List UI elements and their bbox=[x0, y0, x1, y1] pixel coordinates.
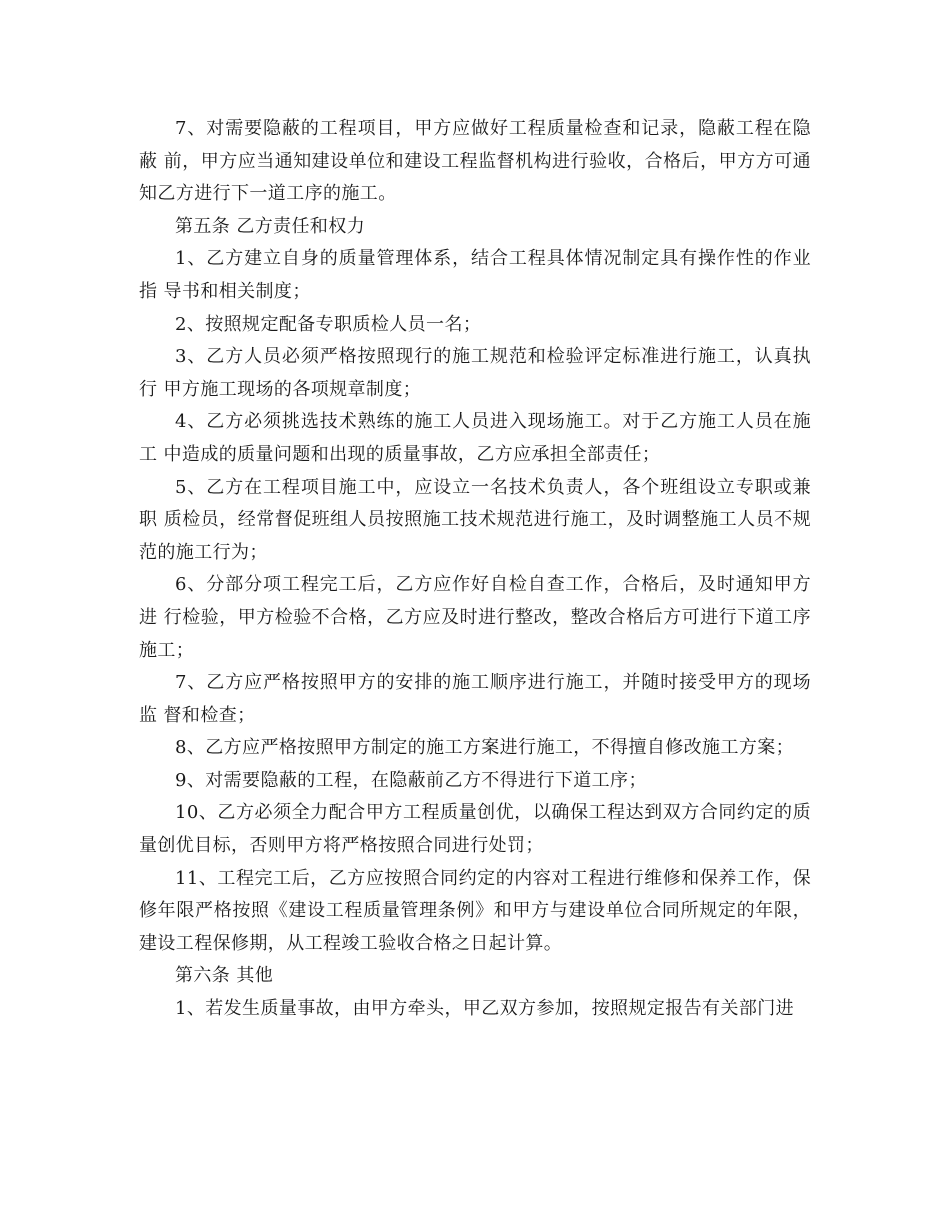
paragraph-1: 7、对需要隐蔽的工程项目，甲方应做好工程质量检查和记录，隐蔽工程在隐蔽 前，甲方应当通知建设单位和建设工程监督机构进行验收，合格后，甲方方可通知乙方进行下一道工序的施工。 bbox=[139, 118, 811, 205]
paragraph-13: 1、若发生质量事故，由甲方牵头，甲乙双方参加，按照规定报告有关部门进 bbox=[175, 998, 795, 1020]
paragraph-2: 1、乙方建立自身的质量管理体系，结合工程具体情况制定具有操作性的作业指 导书和相关制度； bbox=[139, 248, 811, 302]
paragraph-3: 2、按照规定配备专职质检人员一名； bbox=[175, 313, 482, 335]
paragraph-6: 5、乙方在工程项目施工中，应设立一名技术负责人，各个班组设立专职或兼职 质检员，经常督促班组人员按照施工技术规范进行施工，及时调整施工人员不规范的施工行为； bbox=[139, 476, 811, 563]
document-body bbox=[139, 113, 811, 1026]
paragraph-8: 7、乙方应严格按照甲方的安排的施工顺序进行施工，并随时接受甲方的现场监 督和检查； bbox=[139, 672, 811, 726]
paragraph-5: 4、乙方必须挑选技术熟练的施工人员进入现场施工。对于乙方施工人员在施工 中造成的质量问题和出现的质量事故，乙方应承担全部责任； bbox=[139, 411, 811, 465]
paragraph-4: 3、乙方人员必须严格按照现行的施工规范和检验评定标准进行施工，认真执行 甲方施工现场的各项规章制度； bbox=[139, 346, 811, 400]
paragraph-12: 11、工程完工后，乙方应按照合同约定的内容对工程进行维修和保养工作，保修年限严格按照《建设工程质量管理条例》和甲方与建设单位合同所规定的年限，建设工程保修期，从工程竣工验收合格之日起计算。 bbox=[139, 867, 811, 954]
paragraph-10: 9、对需要隐蔽的工程，在隐蔽前乙方不得进行下道工序； bbox=[175, 769, 647, 791]
paragraph-9: 8、乙方应严格按照甲方制定的施工方案进行施工，不得擅自修改施工方案； bbox=[175, 737, 795, 759]
section-heading-article-6: 第六条 其他 bbox=[175, 965, 274, 987]
paragraph-11: 10、乙方必须全力配合甲方工程质量创优，以确保工程达到双方合同约定的质量创优目标，否则甲方将严格按照合同进行处罚； bbox=[139, 802, 811, 857]
section-heading-article-5: 第五条 乙方责任和权力 bbox=[175, 215, 366, 237]
paragraph-7: 6、分部分项工程完工后，乙方应作好自检自查工作，合格后，及时通知甲方进 行检验，甲方检验不合格，乙方应及时进行整改，整改合格后方可进行下道工序施工； bbox=[139, 574, 811, 661]
